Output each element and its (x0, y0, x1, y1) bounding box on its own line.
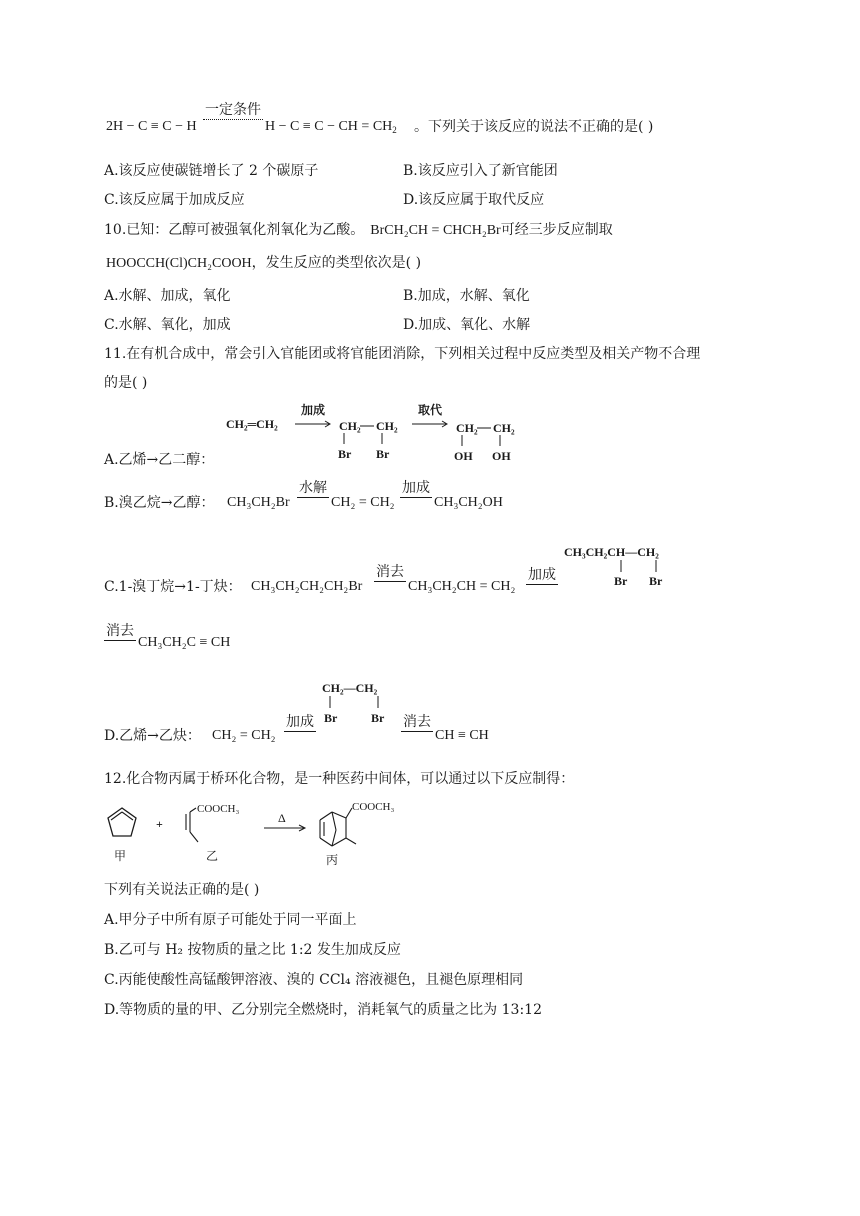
diol-ch2-left: CH₂ (456, 421, 478, 435)
q11-c-f1: CH₃CH₂CH₂CH₂Br (251, 579, 363, 594)
q11-d-cond1: 加成 (286, 714, 314, 730)
label-yi: 乙 (206, 849, 219, 863)
q12-option-c: C.丙能使酸性高锰酸钾溶液、溴的 CCl₄ 溶液褪色，且褪色原理相同 (104, 972, 524, 988)
q11-stem-line1: 11.在有机合成中，常会引入官能团或将官能团消除，下列相关过程中反应类型及相关产物不合理 (104, 346, 701, 362)
plus-sign: + (156, 817, 163, 831)
q11-option-a-scheme (222, 402, 532, 468)
q10-formula: BrCH₂CH = CHCH₂Br (370, 223, 501, 238)
q11-d-br-right: Br (371, 711, 385, 725)
q11-d-cond2: 消去 (403, 714, 431, 730)
q9-equation-left: 2H − C ≡ C − H (106, 119, 197, 134)
q11-d-top-formula: CH₂—CH₂ (322, 681, 378, 695)
q10-option-d: D.加成、氧化、水解 (403, 317, 531, 333)
bing-cooch3: COOCH₃ (352, 801, 395, 813)
ethylene-formula: CH₂═CH₂ (226, 417, 278, 431)
q10-stem (104, 221, 613, 240)
q10-option-c: C.水解、氧化，加成 (104, 317, 231, 333)
q9-product-sub: 2 (392, 125, 397, 135)
q12-question: 下列有关说法正确的是( ) (104, 882, 260, 898)
q11-option-c-label: C.1-溴丁烷→1-丁炔： (104, 579, 242, 595)
q9-stem: 。下列关于该反应的说法不正确的是( ) (414, 119, 654, 135)
q9-option-c: C.该反应属于加成反应 (104, 192, 245, 208)
q12-option-a: A.甲分子中所有原子可能处于同一平面上 (104, 912, 357, 928)
q11-c-cond3: 消去 (106, 623, 134, 639)
q11-b-f3: CH₃CH₂OH (434, 495, 503, 510)
step2-label: 取代 (418, 403, 443, 417)
q11-b-arrow2 (400, 480, 432, 498)
q11-option-d-label: D.乙烯→乙炔： (104, 728, 201, 744)
br-right: Br (376, 447, 390, 461)
q9-equation-right (265, 118, 397, 136)
q11-stem-line2: 的是( ) (104, 375, 148, 391)
q11-b-cond2: 加成 (402, 480, 430, 496)
label-bing: 丙 (326, 853, 339, 867)
dibromo-ch2-left: CH₂ (339, 419, 361, 433)
oh-right: OH (492, 449, 511, 463)
q11-c-br-right: Br (649, 574, 663, 588)
q11-option-a-label: A.乙烯→乙二醇： (104, 452, 215, 468)
br-left: Br (338, 447, 352, 461)
q11-c-cond2: 加成 (528, 567, 556, 583)
q11-c-arrow2 (526, 567, 558, 585)
q11-b-f2: CH₂ = CH₂ (331, 495, 395, 510)
q11-c-f2: CH₃CH₂CH = CH₂ (408, 579, 516, 594)
q11-c-top-formula: CH₃CH₂CH—CH₂ (564, 545, 659, 559)
q10-stem-line2 (106, 254, 421, 273)
yi-cooch3: COOCH₃ (197, 803, 240, 815)
q9-product: H − C ≡ C − CH = CH (265, 119, 393, 134)
q11-c-arrow1 (374, 564, 406, 582)
q11-c-arrow3 (104, 623, 136, 641)
dibromo-ch2-right: CH₂ (376, 419, 398, 433)
q12-reaction-scheme (100, 796, 420, 872)
q11-c-dibromide (562, 540, 682, 590)
heat-symbol: Δ (278, 811, 286, 825)
q9-option-a: A.该反应使碳链增长了 2 个碳原子 (104, 163, 319, 179)
diol-ch2-right: CH₂ (493, 421, 515, 435)
q12-option-b: B.乙可与 H₂ 按物质的量之比 1:2 发生加成反应 (104, 942, 401, 958)
q10-option-b: B.加成，水解、氧化 (403, 288, 530, 304)
q12-stem: 12.化合物丙属于桥环化合物，是一种医药中间体，可以通过以下反应制得： (104, 771, 575, 787)
q11-b-f1: CH₃CH₂Br (227, 495, 290, 510)
q11-c-br-left: Br (614, 574, 628, 588)
q11-c-f3: CH₃CH₂C ≡ CH (138, 635, 231, 650)
q11-d-f2: CH ≡ CH (435, 728, 489, 743)
q10-stem-a: 10.已知：乙醇可被强氧化剂氧化为乙酸。 (104, 222, 365, 238)
q9-condition-arrow (203, 102, 263, 120)
q11-d-br-left: Br (324, 711, 338, 725)
q11-d-arrow1 (284, 714, 316, 732)
label-jia: 甲 (114, 849, 127, 863)
q12-option-d: D.等物质的量的甲、乙分别完全燃烧时，消耗氧气的质量之比为 13:12 (104, 1002, 542, 1018)
q11-c-cond1: 消去 (376, 564, 404, 580)
q11-d-arrow2 (401, 714, 433, 732)
step1-label: 加成 (301, 403, 326, 417)
q10-stem-b: 可经三步反应制取 (500, 222, 613, 238)
q9-option-b: B.该反应引入了新官能团 (403, 163, 558, 179)
q11-d-f1: CH₂ = CH₂ (212, 728, 276, 743)
q10-option-a: A.水解、加成，氧化 (104, 288, 231, 304)
q11-option-b-label: B.溴乙烷→乙醇： (104, 495, 215, 511)
q11-b-cond1: 水解 (299, 480, 327, 496)
q9-option-d: D.该反应属于取代反应 (403, 192, 545, 208)
q10-stem-c: ，发生反应的类型依次是( ) (251, 255, 422, 271)
q9-condition: 一定条件 (205, 102, 261, 118)
q11-b-arrow1 (297, 480, 329, 498)
q10-formula2: HOOCCH(Cl)CH₂COOH (106, 256, 252, 271)
oh-left: OH (454, 449, 473, 463)
q11-d-dibromide (318, 676, 398, 728)
